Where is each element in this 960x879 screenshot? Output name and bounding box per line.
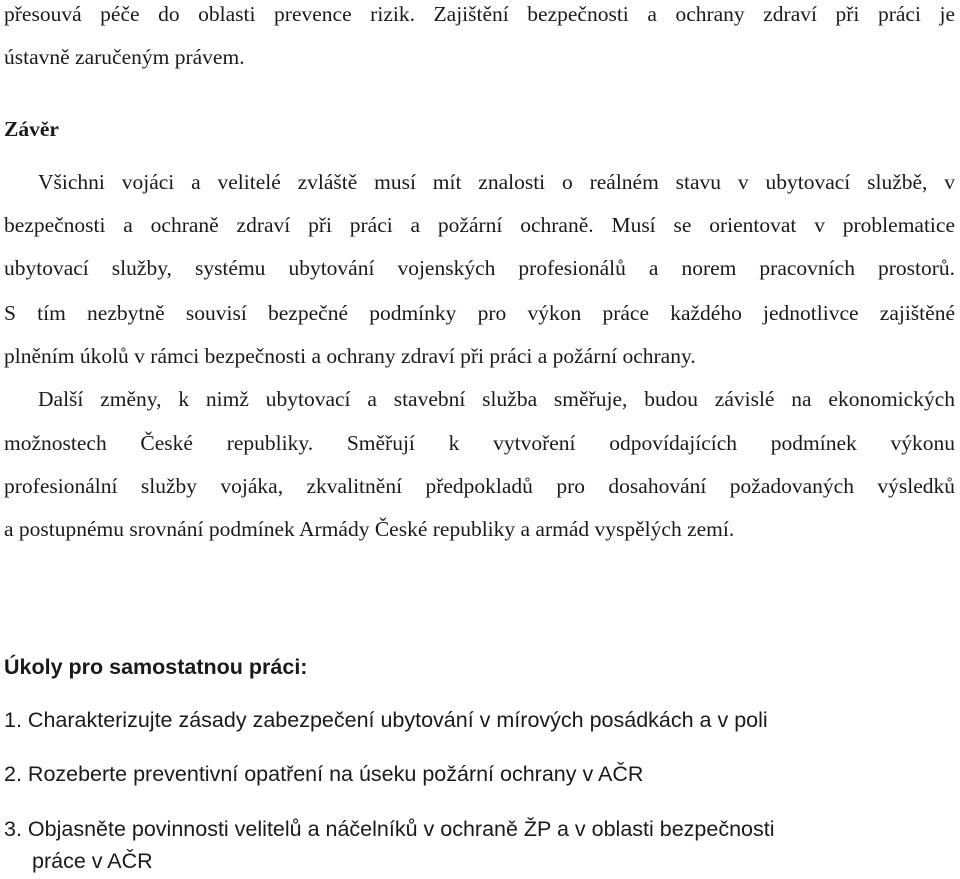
paragraph-line: ubytovací služby, systému ubytování vojenských profesionálů a norem pracovních prostorů. [4, 256, 955, 280]
paragraph-line: a postupnému srovnání podmínek Armády České republiky a armád vyspělých zemí. [4, 517, 735, 541]
task-item-3-continuation: práce v AČR [32, 849, 153, 873]
paragraph-line: Další změny, k nimž ubytovací a stavební služba směřuje, budou závislé na ekonomických [38, 387, 955, 411]
intro-line-2: ústavně zaručeným právem. [4, 45, 245, 69]
paragraph-line: profesionální služby vojáka, zkvalitnění předpokladů pro dosahování požadovaných výsledků [4, 474, 955, 498]
section-heading-tasks: Úkoly pro samostatnou práci: [4, 655, 308, 679]
task-number: 1. [4, 708, 22, 732]
intro-line-1: přesouvá péče do oblasti prevence rizik. Zajištění bezpečnosti a ochrany zdraví při práci je [4, 2, 955, 26]
task-text: Rozeberte preventivní opatření na úseku požární ochrany v AČR [21, 762, 644, 786]
task-item-3 [4, 819, 775, 841]
paragraph-line: plněním úkolů v rámci bezpečnosti a ochrany zdraví při práci a požární ochrany. [4, 344, 696, 368]
section-heading-conclusion: Závěr [4, 117, 59, 141]
task-text: Charakterizujte zásady zabezpečení ubytování v mírových posádkách a v poli [21, 708, 768, 732]
task-item-2 [4, 764, 643, 786]
paragraph-line: S tím nezbytně souvisí bezpečné podmínky pro výkon práce každého jednotlivce zajištěné [4, 301, 955, 325]
task-number: 3. [4, 817, 22, 841]
task-text: Objasněte povinnosti velitelů a náčelníků v ochraně ŽP a v oblasti bezpečnosti [21, 817, 775, 841]
paragraph-line: Všichni vojáci a velitelé zvláště musí mít znalosti o reálném stavu v ubytovací službě, v [38, 170, 955, 194]
task-item-1 [4, 710, 768, 732]
task-number: 2. [4, 762, 22, 786]
paragraph-line: možnostech České republiky. Směřují k vytvoření odpovídajících podmínek výkonu [4, 431, 955, 455]
paragraph-line: bezpečnosti a ochraně zdraví při práci a požární ochraně. Musí se orientovat v problematice [4, 213, 955, 237]
